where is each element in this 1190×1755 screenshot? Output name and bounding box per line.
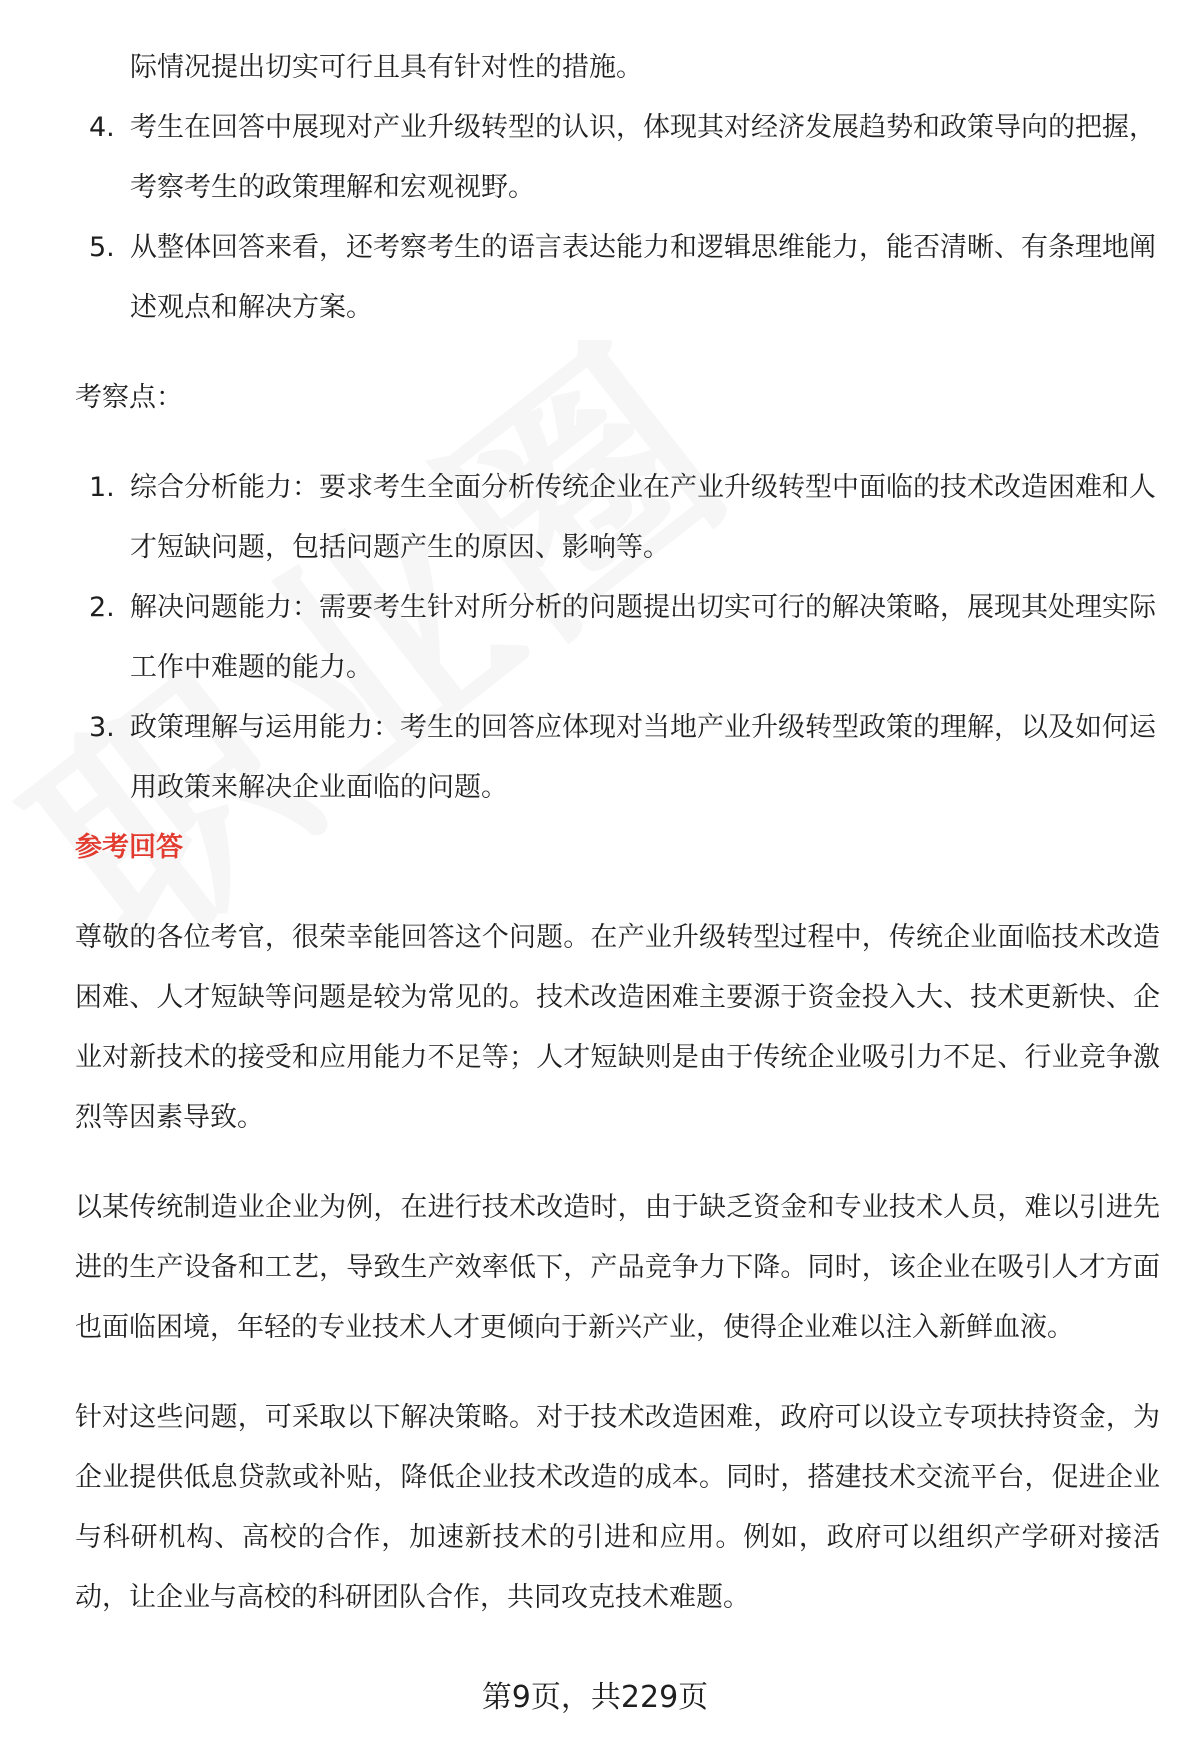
list-item bbox=[75, 698, 1160, 818]
intro-list bbox=[75, 98, 1160, 338]
list-number: 4. bbox=[89, 112, 115, 143]
list-item-continuation: 际情况提出切实可行且具有针对性的措施。 bbox=[130, 52, 643, 83]
list-number: 3. bbox=[89, 712, 115, 743]
list-number: 2. bbox=[89, 592, 115, 623]
list-text: 解决问题能力：需要考生针对所分析的问题提出切实可行的解决策略，展现其处理实际工作中难题的能力。 bbox=[130, 592, 1156, 683]
kaocha-list bbox=[75, 458, 1160, 818]
list-number: 1. bbox=[89, 472, 115, 503]
section-heading-kaocha: 考察点： bbox=[75, 382, 183, 413]
answer-paragraph: 尊敬的各位考官，很荣幸能回答这个问题。在产业升级转型过程中，传统企业面临技术改造困难、人才短缺等问题是较为常见的。技术改造困难主要源于资金投入大、技术更新快、企业对新技术的接受和应用能力不足等；人才短缺则是由于传统企业吸引力不足、行业竞争激烈等因素导致。 bbox=[75, 922, 1160, 1133]
list-item bbox=[75, 458, 1160, 578]
list-item bbox=[75, 578, 1160, 698]
page-content bbox=[75, 38, 1160, 1628]
answer-paragraph: 针对这些问题，可采取以下解决策略。对于技术改造困难，政府可以设立专项扶持资金，为企业提供低息贷款或补贴，降低企业技术改造的成本。同时，搭建技术交流平台，促进企业与科研机构、高校的合作，加速新技术的引进和应用。例如，政府可以组织产学研对接活动，让企业与高校的科研团队合作，共同攻克技术难题。 bbox=[75, 1402, 1160, 1613]
list-item bbox=[75, 218, 1160, 338]
answer-paragraph: 以某传统制造业企业为例，在进行技术改造时，由于缺乏资金和专业技术人员，难以引进先进的生产设备和工艺，导致生产效率低下，产品竞争力下降。同时，该企业在吸引人才方面也面临困境，年轻的专业技术人才更倾向于新兴产业，使得企业难以注入新鲜血液。 bbox=[75, 1192, 1160, 1343]
list-number: 5. bbox=[89, 232, 115, 263]
list-text: 政策理解与运用能力：考生的回答应体现对当地产业升级转型政策的理解，以及如何运用政策来解决企业面临的问题。 bbox=[130, 712, 1156, 803]
list-text: 考生在回答中展现对产业升级转型的认识，体现其对经济发展趋势和政策导向的把握，考察考生的政策理解和宏观视野。 bbox=[130, 112, 1156, 203]
page-number-footer: 第9页，共229页 bbox=[481, 1680, 709, 1715]
section-heading-answer: 参考回答 bbox=[75, 832, 183, 863]
list-text: 综合分析能力：要求考生全面分析传统企业在产业升级转型中面临的技术改造困难和人才短缺问题，包括问题产生的原因、影响等。 bbox=[130, 472, 1156, 563]
list-item bbox=[75, 98, 1160, 218]
list-text: 从整体回答来看，还考察考生的语言表达能力和逻辑思维能力，能否清晰、有条理地阐述观点和解决方案。 bbox=[130, 232, 1156, 323]
